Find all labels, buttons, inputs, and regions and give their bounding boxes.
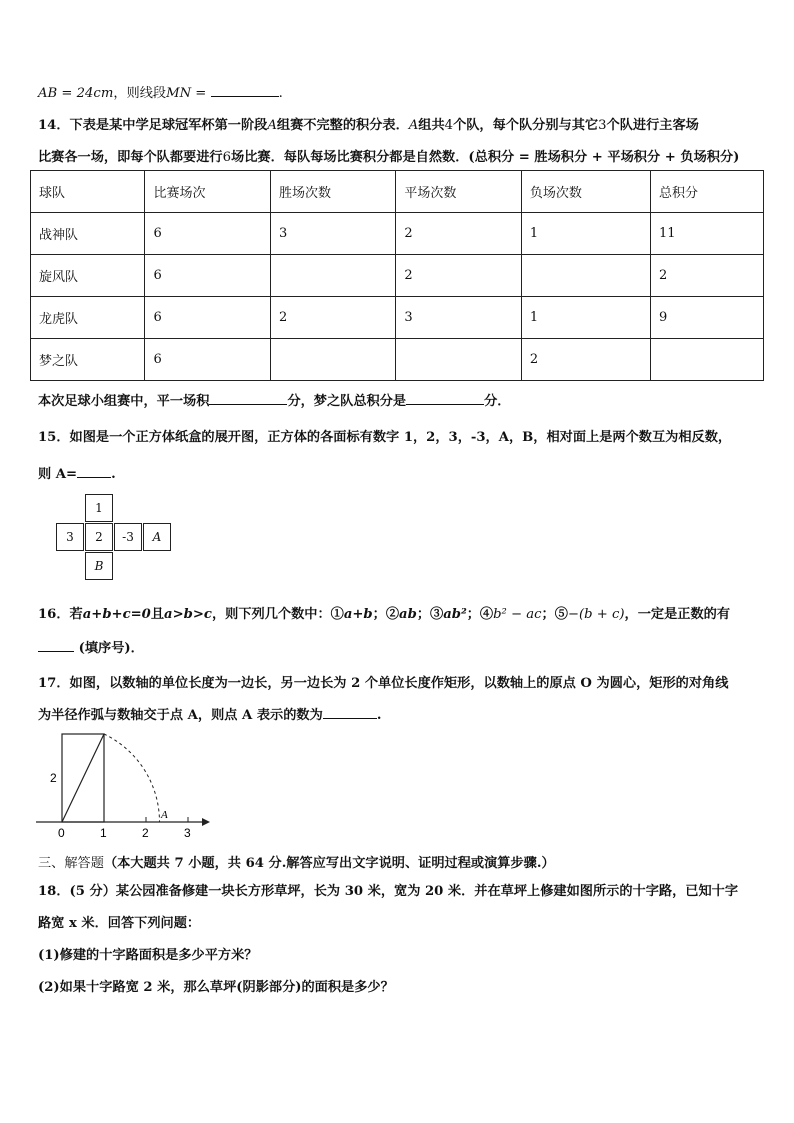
period: . — [376, 708, 382, 723]
group-a-var: A — [408, 118, 419, 133]
period: . — [278, 86, 283, 101]
table-row — [31, 213, 764, 255]
table-cell: 胜场次数 — [270, 171, 395, 213]
q18-line2: 路宽 x 米．回答下列问题： — [38, 916, 201, 931]
net-cell-bottom: B — [85, 552, 113, 580]
q18-sub1: (1)修建的十字路面积是多少平方米？ — [38, 948, 258, 963]
team-name-cell: 梦之队 — [31, 339, 145, 381]
q16-line2 — [38, 637, 144, 656]
q16-text: ；② — [372, 607, 400, 622]
table-cell: 9 — [651, 297, 764, 339]
section-note: （本大题共 7 小题，共 64 分.解答应写出文字说明、证明过程或演算步骤.） — [103, 856, 555, 871]
q14-line1 — [38, 114, 699, 133]
table-cell: 2 — [270, 297, 395, 339]
net-cell-center: 2 — [85, 523, 113, 551]
q14-text: 分． — [484, 394, 511, 409]
table-cell: 11 — [651, 213, 764, 255]
q14-text: 比赛各一场，即每个队都要进行 — [38, 150, 223, 165]
table-cell — [651, 339, 764, 381]
q15-text: 则 A= — [38, 467, 78, 482]
net-cell-left: 3 — [56, 523, 84, 551]
q14-answer-line — [38, 390, 511, 409]
ab-expression: AB = 24cm — [38, 86, 114, 101]
team-name-cell: 球队 — [31, 171, 145, 213]
q16-text: ，一定是正数的有 — [624, 607, 731, 622]
table-cell: 1 — [521, 213, 650, 255]
q16-text: ；③ — [416, 607, 444, 622]
team-name-cell: 龙虎队 — [31, 297, 145, 339]
q18-line1: 18．(5 分）某公园准备修建一块长方形草坪，长为 30 米，宽为 20 米．并在草坪上修建如图所示的十字路，已知十字 — [38, 884, 739, 899]
q18-sub2: (2)如果十字路宽 2 米，那么草坪(阴影部分)的面积是多少？ — [38, 980, 394, 995]
table-cell: 6 — [145, 213, 270, 255]
period: . — [111, 467, 116, 482]
q14-text: 组赛不完整的积分表． — [276, 118, 409, 133]
number: 6 — [222, 150, 232, 165]
table-cell: 负场次数 — [521, 171, 650, 213]
mn-expression: MN = — [166, 86, 207, 101]
table-cell: 3 — [270, 213, 395, 255]
section-header — [38, 852, 555, 871]
q14-text: 个队，每个队分别与其它 — [453, 118, 599, 133]
point-a-label: A — [161, 809, 168, 821]
table-cell: 6 — [145, 339, 270, 381]
table-row — [31, 255, 764, 297]
net-cell-top: 1 — [85, 494, 113, 522]
q16-text: (填序号)． — [78, 641, 144, 656]
table-cell: 总积分 — [651, 171, 764, 213]
table-row — [31, 297, 764, 339]
table-cell — [270, 339, 395, 381]
q15-line2 — [38, 463, 116, 482]
q14-text: 个队进行主客场 — [606, 118, 699, 133]
q13-text: ，则线段 — [113, 86, 167, 101]
table-cell: 2 — [396, 213, 521, 255]
tick-label-3: 3 — [184, 826, 191, 840]
option-4: b² − ac — [493, 607, 542, 622]
table-row — [31, 339, 764, 381]
answer-blank[interactable] — [38, 639, 74, 652]
team-name-cell: 战神队 — [31, 213, 145, 255]
option-3: ab² — [443, 607, 467, 622]
q14-text: 本次足球小组赛中，平一场积 — [38, 394, 210, 409]
number: 3 — [598, 118, 607, 133]
axis-arrow-icon — [202, 818, 210, 826]
q17-line2 — [38, 704, 381, 723]
q14-text: 场比赛．每队每场比赛积分都是自然数．(总积分 = 胜场积分 + 平场积分 + 负场积分) — [231, 150, 740, 165]
diagonal — [62, 734, 104, 822]
answer-blank[interactable] — [211, 84, 279, 97]
q16-text: ；④ — [466, 607, 494, 622]
q13-answer-line — [38, 82, 283, 101]
tick-label-0: 0 — [58, 826, 65, 840]
team-name-cell: 旋风队 — [31, 255, 145, 297]
q16-text: 且 — [150, 607, 165, 622]
q14-text: 14．下表是某中学足球冠军杯第一阶段 — [38, 118, 268, 133]
arc — [104, 734, 160, 822]
net-cell-far-right: A — [143, 523, 171, 551]
table-cell: 6 — [145, 255, 270, 297]
q17-line1: 17．如图，以数轴的单位长度为一边长，另一边长为 2 个单位长度作矩形，以数轴上的原点 O 为圆心，矩形的对角线 — [38, 676, 729, 691]
condition: a+b+c=0 — [82, 607, 151, 622]
condition: a>b>c — [164, 607, 212, 622]
number: 4 — [444, 118, 454, 133]
side-label: 2 — [50, 771, 57, 785]
option-1: a+b — [343, 607, 373, 622]
option-2: ab — [399, 607, 417, 622]
net-cell-right: -3 — [114, 523, 142, 551]
table-cell — [396, 339, 521, 381]
answer-blank[interactable] — [77, 465, 111, 478]
tick-label-2: 2 — [142, 826, 149, 840]
table-cell: 1 — [521, 297, 650, 339]
answer-blank[interactable] — [323, 706, 377, 719]
answer-blank-draw-points[interactable] — [209, 392, 287, 405]
q16-text: 16．若 — [38, 607, 83, 622]
q14-text: 分，梦之队总积分是 — [287, 394, 407, 409]
q16-text: ；⑤ — [541, 607, 568, 622]
number-line-figure — [36, 728, 216, 840]
table-cell: 平场次数 — [396, 171, 521, 213]
q16-text: ，则下列几个数中：① — [211, 607, 344, 622]
table-cell: 6 — [145, 297, 270, 339]
q15-line1: 15．如图是一个正方体纸盒的展开图，正方体的各面标有数字 1，2，3，-3，A，B，相对面上是两个数互为相反数， — [38, 430, 732, 445]
answer-blank-total-points[interactable] — [406, 392, 484, 405]
table-cell — [270, 255, 395, 297]
table-cell: 2 — [396, 255, 521, 297]
q14-line2 — [38, 146, 739, 165]
table-cell: 2 — [521, 339, 650, 381]
section-title: 三、解答题 — [38, 856, 104, 871]
table-cell — [521, 255, 650, 297]
score-table — [30, 170, 764, 381]
table-cell: 比赛场次 — [145, 171, 270, 213]
table-header-row — [31, 171, 764, 213]
table-cell: 3 — [396, 297, 521, 339]
option-5: −(b + c) — [567, 607, 625, 622]
q17-text: 为半径作弧与数轴交于点 A，则点 A 表示的数为 — [38, 708, 323, 723]
group-a-var: A — [267, 118, 277, 133]
q14-text: 组共 — [418, 118, 445, 133]
table-cell: 2 — [651, 255, 764, 297]
q16-line1 — [38, 603, 730, 622]
tick-label-1: 1 — [100, 826, 107, 840]
